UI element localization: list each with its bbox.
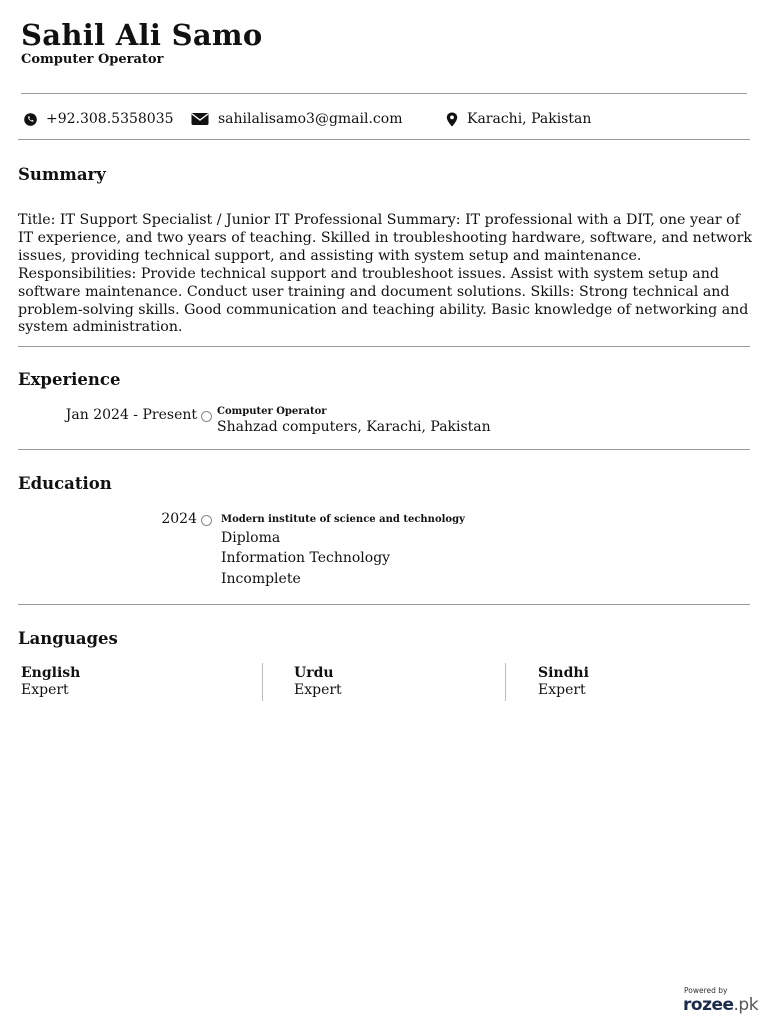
- education-year: 2024: [161, 511, 197, 527]
- brand-logo: [683, 995, 759, 1015]
- job-title: Computer Operator: [21, 52, 164, 67]
- powered-by-text: Powered by: [684, 986, 728, 995]
- divider: [18, 346, 750, 347]
- location-text: Karachi, Pakistan: [467, 111, 592, 127]
- education-institution: Modern institute of science and technology: [221, 514, 465, 525]
- summary-heading: Summary: [18, 165, 106, 184]
- candidate-name: Sahil Ali Samo: [21, 18, 263, 52]
- education-status: Incomplete: [221, 571, 301, 587]
- language-level: Expert: [538, 682, 586, 698]
- language-level: Expert: [21, 682, 69, 698]
- column-divider: [505, 663, 506, 701]
- experience-role: Computer Operator: [217, 406, 327, 417]
- contact-row: [24, 109, 591, 129]
- divider: [18, 139, 750, 140]
- phone-icon: [24, 113, 37, 126]
- powered-by-logo[interactable]: [683, 986, 759, 1015]
- language-name: Urdu: [294, 665, 334, 681]
- language-item: [538, 665, 589, 699]
- language-level: Expert: [294, 682, 342, 698]
- divider: [18, 604, 750, 605]
- phone-text[interactable]: +92.308.5358035: [46, 111, 174, 127]
- timeline-dot: [201, 411, 212, 422]
- divider: [21, 93, 747, 94]
- divider: [18, 449, 750, 450]
- education-field: Information Technology: [221, 550, 391, 566]
- brand-name: rozee: [683, 995, 734, 1015]
- language-name: English: [21, 665, 81, 681]
- language-item: [294, 665, 342, 699]
- contact-email: [191, 111, 416, 127]
- education-heading: Education: [18, 474, 112, 493]
- experience-heading: Experience: [18, 370, 121, 389]
- experience-company: Shahzad computers, Karachi, Pakistan: [217, 419, 491, 435]
- email-text[interactable]: sahilalisamo3@gmail.com: [218, 111, 403, 127]
- experience-dates: Jan 2024 - Present: [65, 407, 197, 423]
- column-divider: [262, 663, 263, 701]
- brand-suffix: .pk: [733, 995, 759, 1015]
- contact-location: [446, 111, 591, 127]
- envelope-icon: [191, 112, 209, 126]
- languages-heading: Languages: [18, 629, 118, 648]
- language-item: [21, 665, 80, 699]
- language-name: Sindhi: [538, 665, 589, 681]
- map-pin-icon: [446, 112, 458, 127]
- contact-phone: [24, 111, 174, 127]
- education-degree: Diploma: [221, 530, 281, 546]
- summary-text: Title: IT Support Specialist / Junior IT Professional Summary: IT professional with a DIT, one year of IT experience, and two years of teaching. Skilled in troubleshooting hardware, software, and network issues, providing technical support, and assisting with system setup and maintenance. Responsibilities: Provide technical support and troubleshoot issues. Assist with system setup and software maintenance. Conduct user training and document solutions. Skills: Strong technical and problem-solving skills. Good communication and teaching ability. Basic knowledge of networking and system administration.: [18, 212, 752, 336]
- timeline-dot: [201, 515, 212, 526]
